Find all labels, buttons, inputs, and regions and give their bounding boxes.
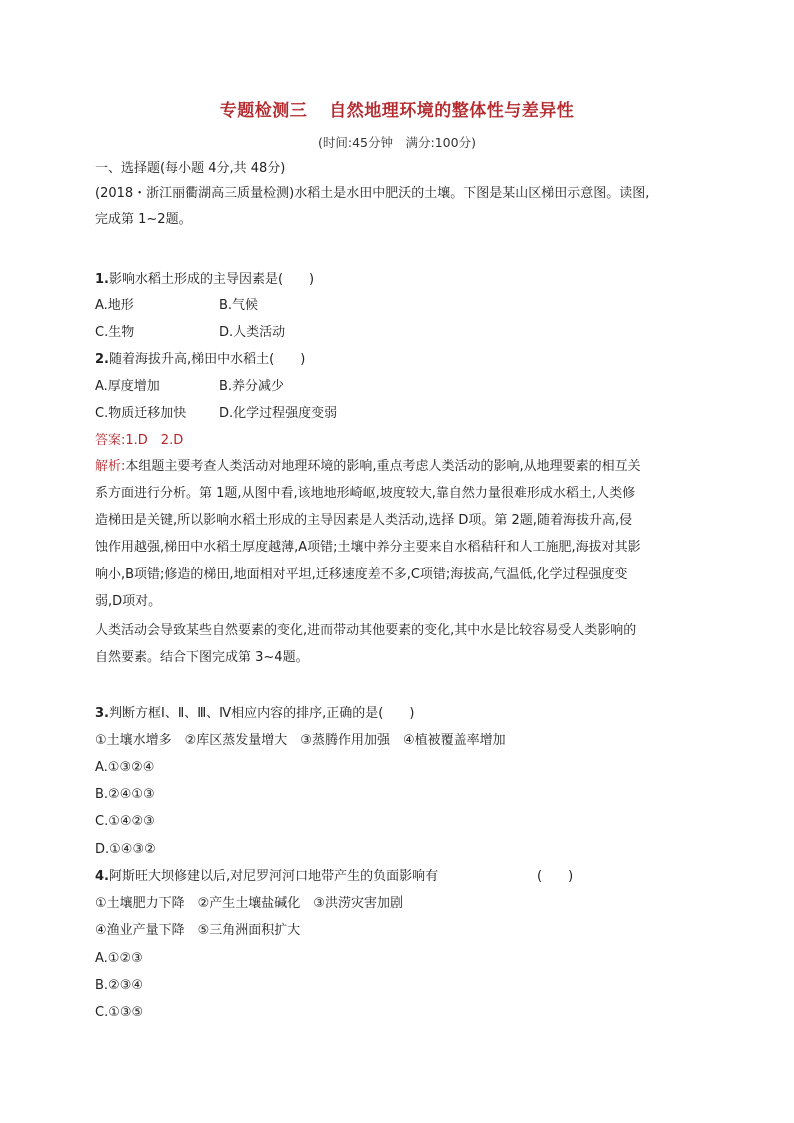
explanation-text-1: 本组题主要考查人类活动对地理环境的影响,重点考虑人类活动的影响,从地理要素的相互关 — [125, 459, 641, 474]
question-1-stem: 影响水稻土形成的主导因素是( ) — [108, 272, 315, 287]
question-4-stem: 阿斯旺大坝修建以后,对尼罗河河口地带产生的负面影响有 — [108, 869, 439, 884]
page-title — [0, 96, 794, 121]
q4-option-c: C.①③⑤ — [95, 1005, 144, 1020]
q2-option-b: B.养分减少 — [219, 379, 285, 394]
title-part1: 专题检测三 — [219, 101, 308, 121]
answer-text: 1.D 2.D — [125, 433, 184, 448]
q3-option-c: C.①④②③ — [95, 814, 155, 829]
question-4-items2: ④渔业产量下降 ⑤三角洲面积扩大 — [95, 923, 301, 938]
answer-label: 答案: — [95, 433, 126, 448]
explanation-line-4: 蚀作用越强,梯田中水稻土厚度越薄,A项错;土壤中养分主要来自水稻秸秆和人工施肥,海拔对其影 — [95, 540, 641, 555]
question-2-stem: 随着海拔升高,梯田中水稻土( ) — [108, 352, 306, 367]
question-1-number: 1. — [95, 272, 109, 287]
question-3-items: ①土壤水增多 ②库区蒸发量增大 ③蒸腾作用加强 ④植被覆盖率增加 — [95, 733, 506, 748]
question-4-number: 4. — [95, 869, 109, 884]
subtitle: (时间:45分钟 满分:100分) — [318, 135, 476, 150]
explanation-label: 解析: — [95, 459, 126, 474]
q4-option-b: B.②③④ — [95, 978, 144, 993]
explanation-line-3: 造梯田是关键,所以影响水稻土形成的主导因素是人类活动,选择 D项。第 2题,随着海拔升高,侵 — [95, 513, 633, 528]
q3-option-d: D.①④③② — [95, 842, 156, 857]
intro2-line2: 自然要素。结合下图完成第 3~4题。 — [95, 650, 309, 665]
question-4-items1: ①土壤肥力下降 ②产生土壤盐碱化 ③洪涝灾害加剧 — [95, 896, 403, 911]
question-3 — [95, 705, 414, 723]
explanation-line-1 — [95, 458, 641, 476]
q2-option-c: C.物质迁移加快 — [95, 406, 187, 421]
intro2-line1: 人类活动会导致某些自然要素的变化,进而带动其他要素的变化,其中水是比较容易受人类影响的 — [95, 623, 637, 638]
q2-option-a: A.厚度增加 — [95, 379, 160, 394]
question-2 — [95, 351, 305, 369]
explanation-line-6: 弱,D项对。 — [95, 594, 162, 609]
q3-option-a: A.①③②④ — [95, 760, 155, 775]
question-1 — [95, 271, 314, 289]
answer — [95, 432, 183, 450]
question-4 — [95, 868, 438, 886]
question-4-paren: ( ) — [537, 869, 574, 884]
explanation-line-2: 系方面进行分析。第 1题,从图中看,该地地形崎岖,坡度较大,靠自然力量很难形成水稻土,人类修 — [95, 486, 636, 501]
q2-option-d: D.化学过程强度变弱 — [219, 406, 338, 421]
intro1-line1: (2018・浙江丽衢湖高三质量检测)水稻土是水田中肥沃的土壤。下图是某山区梯田示意图。读图, — [95, 186, 650, 201]
q1-option-a: A.地形 — [95, 298, 134, 313]
title-part2: 自然地理环境的整体性与差异性 — [329, 101, 575, 121]
q3-option-b: B.②④①③ — [95, 787, 155, 802]
section-heading: 一、选择题(每小题 4分,共 48分) — [95, 161, 286, 176]
q1-option-c: C.生物 — [95, 325, 135, 340]
question-2-number: 2. — [95, 352, 109, 367]
q4-option-a: A.①②③ — [95, 951, 143, 966]
q1-option-b: B.气候 — [219, 298, 259, 313]
q1-option-d: D.人类活动 — [219, 325, 286, 340]
question-3-stem: 判断方框Ⅰ、Ⅱ、Ⅲ、Ⅳ相应内容的排序,正确的是( ) — [108, 706, 415, 721]
intro1-line2: 完成第 1~2题。 — [95, 212, 192, 227]
question-3-number: 3. — [95, 706, 109, 721]
explanation-line-5: 响小,B项错;修造的梯田,地面相对平坦,迁移速度差不多,C项错;海拔高,气温低,化学过程强度变 — [95, 567, 628, 582]
